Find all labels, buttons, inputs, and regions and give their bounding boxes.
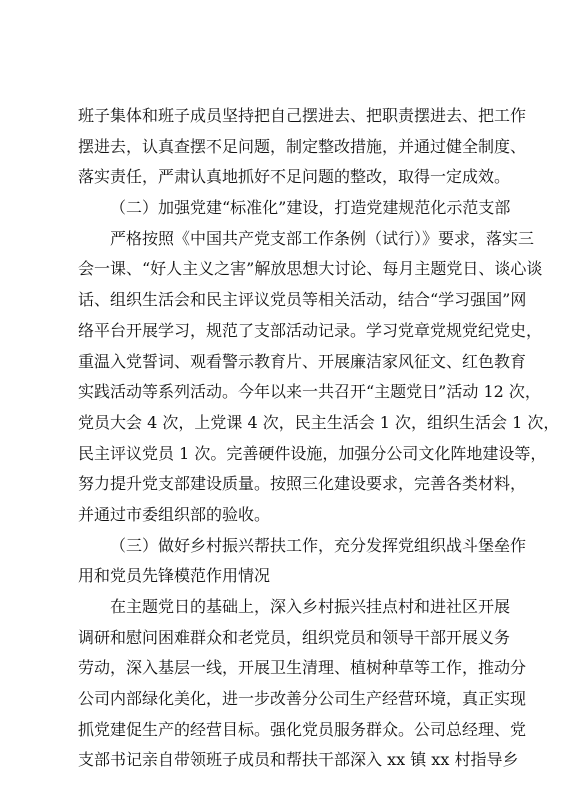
text-line: 严格按照《中国共产党支部工作条例（试行）》要求，落实三 bbox=[110, 228, 535, 248]
text-line: 民主评议党员 1 次。完善硬件设施，加强分公司文化阵地建设等， bbox=[78, 443, 547, 463]
document-body bbox=[78, 101, 560, 776]
text-line: 络平台开展学习，规范了支部活动记录。学习党章党规党纪党史， bbox=[78, 320, 543, 340]
text-line: 并通过市委组织部的验收。 bbox=[78, 504, 271, 524]
text-line: 班子集体和班子成员坚持把自己摆进去、把职责摆进去、把工作 bbox=[78, 106, 527, 125]
text-line: 在主题党日的基础上，深入乡村振兴挂点村和进社区开展 bbox=[110, 597, 511, 616]
text-line: 努力提升党支部建设质量。按照三化建设要求，完善各类材料， bbox=[78, 474, 527, 494]
text-line: （二）加强党建“标准化”建设，打造党建规范化示范支部 bbox=[110, 198, 511, 218]
text-line: 用和党员先锋模范作用情况 bbox=[78, 566, 271, 586]
text-line: 抓党建促生产的经营目标。强化党员服务群众。公司总经理、党 bbox=[78, 719, 527, 739]
text-line: 重温入党誓词、观看警示教育片、开展廉洁家风征文、红色教育 bbox=[78, 351, 527, 371]
text-line: （三）做好乡村振兴帮扶工作，充分发挥党组织战斗堡垒作 bbox=[110, 535, 527, 555]
text-line: 摆进去，认真查摆不足问题，制定整改措施，并通过健全制度、 bbox=[78, 136, 527, 156]
text-line: 公司内部绿化美化，进一步改善分公司生产经营环境，真正实现 bbox=[78, 689, 527, 709]
text-line: 支部书记亲自带领班子成员和帮扶干部深入 xx 镇 xx 村指导乡 bbox=[78, 750, 519, 770]
text-line: 落实责任，严肃认真地抓好不足问题的整改，取得一定成效。 bbox=[78, 167, 511, 187]
text-line: 会一课、“好人主义之害”解放思想大讨论、每月主题党日、谈心谈 bbox=[78, 259, 543, 279]
text-line: 实践活动等系列活动。今年以来一共召开“主题党日”活动 12 次， bbox=[78, 382, 541, 402]
text-line: 话、组织生活会和民主评议党员等相关活动，结合“学习强国”网 bbox=[78, 290, 527, 310]
text-line: 劳动，深入基层一线，开展卫生清理、植树种草等工作，推动分 bbox=[78, 658, 527, 678]
text-line: 调研和慰问困难群众和老党员，组织党员和领导干部开展义务 bbox=[78, 627, 511, 647]
text-line: 党员大会 4 次，上党课 4 次，民主生活会 1 次，组织生活会 1 次， bbox=[78, 412, 560, 432]
